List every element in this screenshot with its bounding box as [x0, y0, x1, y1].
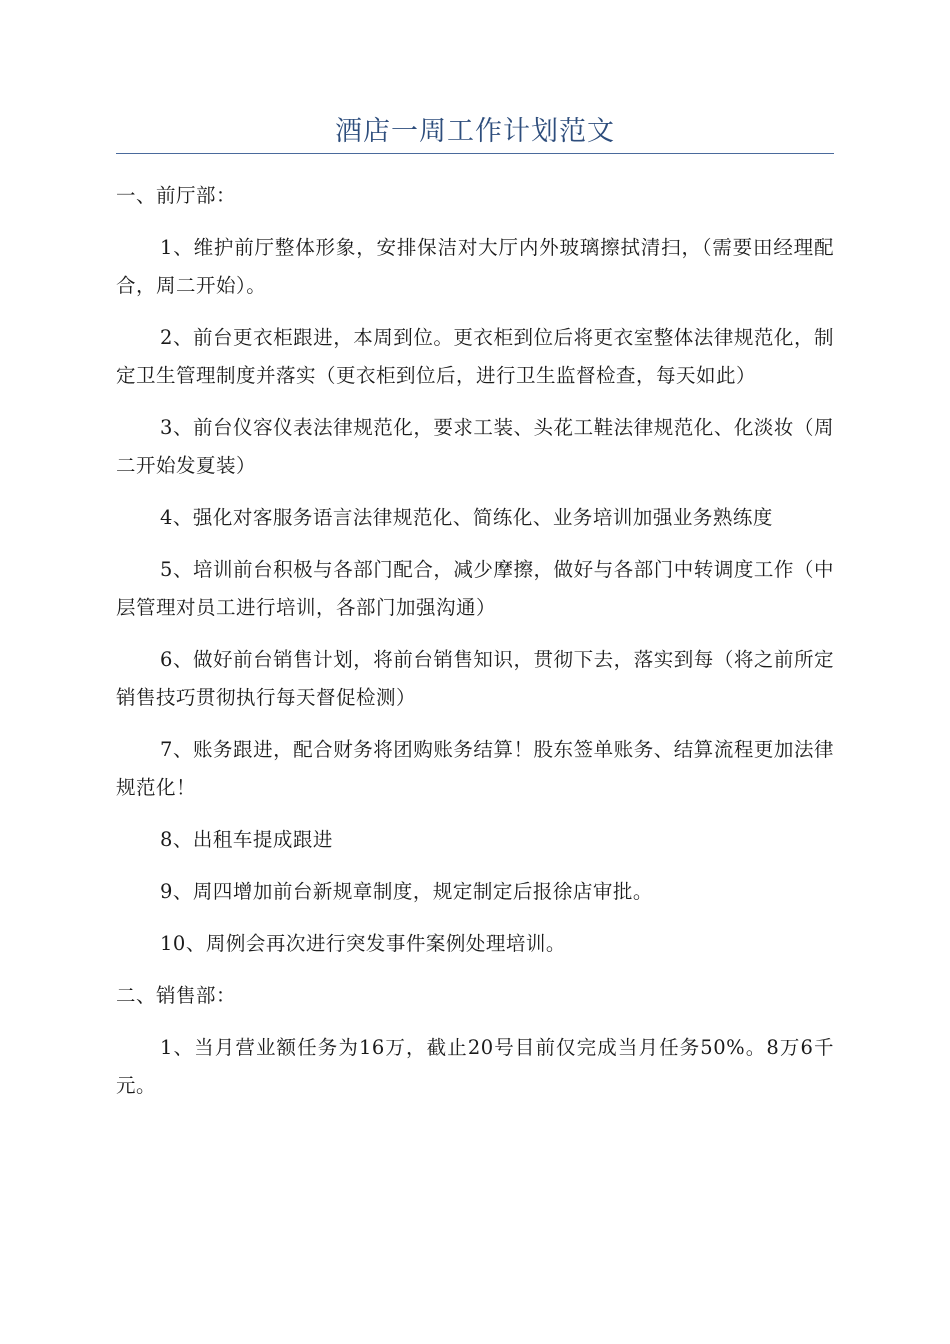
- section-heading-front-office: 一、前厅部：: [116, 184, 237, 207]
- section-heading-sales: 二、销售部：: [116, 984, 237, 1007]
- paragraph-front-office-8: 8、出租车提成跟进: [160, 828, 333, 851]
- paragraph-front-office-7: 7、账务跟进，配合财务将团购账务结算！股东签单账务、结算流程更加法律规范化！: [116, 738, 834, 799]
- document-body: [116, 177, 834, 1119]
- document-title: 酒店一周工作计划范文: [335, 116, 615, 147]
- paragraph-front-office-4: 4、强化对客服务语言法律规范化、简练化、业务培训加强业务熟练度: [160, 506, 773, 529]
- paragraph-front-office-3: 3、前台仪容仪表法律规范化，要求工装、头花工鞋法律规范化、化淡妆（周二开始发夏装）: [116, 416, 834, 477]
- paragraph-front-office-2: 2、前台更衣柜跟进，本周到位。更衣柜到位后将更衣室整体法律规范化，制定卫生管理制度并落实（更衣柜到位后，进行卫生监督检查，每天如此）: [116, 326, 834, 387]
- paragraph-front-office-1: 1、维护前厅整体形象，安排保洁对大厅内外玻璃擦拭清扫，（需要田经理配合，周二开始）。: [116, 236, 834, 297]
- paragraph-front-office-5: 5、培训前台积极与各部门配合，减少摩擦，做好与各部门中转调度工作（中层管理对员工进行培训，各部门加强沟通）: [116, 558, 834, 619]
- paragraph-front-office-6: 6、做好前台销售计划，将前台销售知识，贯彻下去，落实到每（将之前所定销售技巧贯彻执行每天督促检测）: [116, 648, 834, 709]
- paragraph-front-office-10: 10、周例会再次进行突发事件案例处理培训。: [160, 932, 566, 955]
- paragraph-front-office-9: 9、周四增加前台新规章制度，规定制定后报徐店审批。: [160, 880, 653, 903]
- title-underline: [116, 153, 834, 154]
- paragraph-sales-1: 1、当月营业额任务为16万，截止20号目前仅完成当月任务50%。8万6千元。: [116, 1036, 834, 1097]
